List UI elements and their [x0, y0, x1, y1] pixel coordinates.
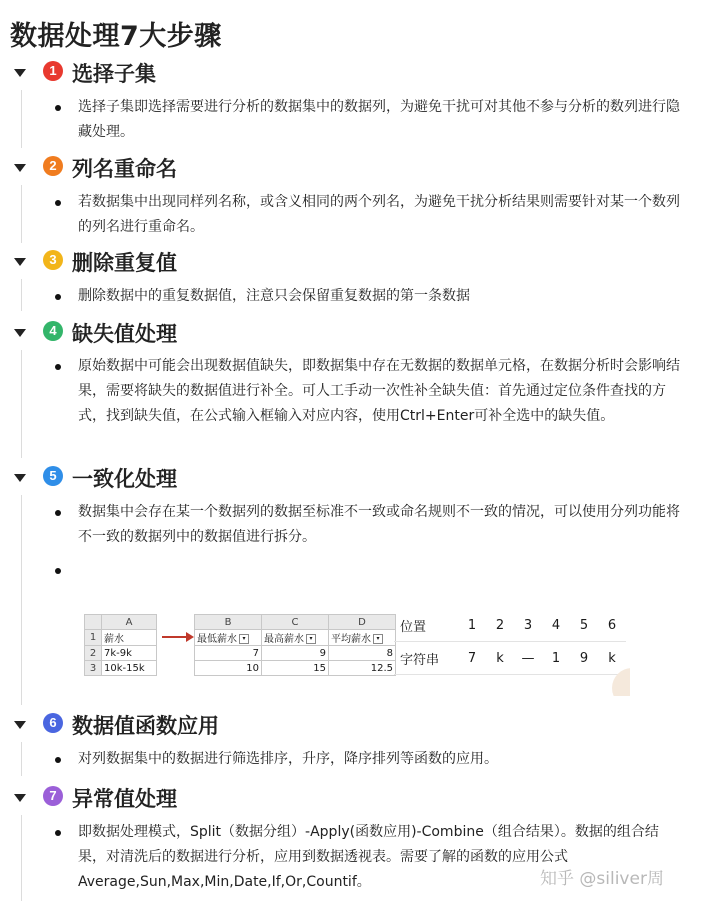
bullet-text: 对列数据集中的数据进行筛选排序，升序，降序排列等函数的应用。 [78, 751, 498, 767]
excel-header-cell: 最高薪水 ▾ [262, 630, 329, 646]
section-remove-duplicates [0, 247, 703, 281]
excel-cell: 8 [329, 646, 396, 661]
arrow-icon [162, 636, 188, 638]
section-guide-line [21, 90, 22, 148]
collapse-toggle-icon[interactable] [14, 164, 26, 172]
excel-cell: 7k-9k [102, 646, 157, 661]
section-title: 数据值函数应用 [72, 714, 219, 738]
bullet-text: 原始数据中可能会出现数据值缺失，即数据集中存在无数据的数据单元格，在数据分析时会影响结果，需要将缺失的数据值进行补全。可人工手动一次性补全缺失值：首先通过定位条件查找的方式，找到缺失值，在公式输入框输入对应内容，使用Ctrl+Enter可补全选中的缺失值。 [78, 358, 680, 424]
section-title: 删除重复值 [72, 251, 177, 275]
section-function-application [0, 710, 703, 744]
excel-cell: 薪水 [102, 630, 157, 646]
bullet-text: 即数据处理模式，Split（数据分组）-Apply(函数应用)-Combine（组合结果）。数据的组合结果，对清洗后的数据进行分析，应用到数据透视表。需要了解的函数的应用公式Average,Sun,Max,Min,Date,If,Or,Countif。 [78, 824, 659, 890]
section-guide-line [21, 279, 22, 311]
arrow-head-icon [186, 632, 194, 642]
position-label: 位置 [394, 609, 458, 642]
excel-cell: 10k-15k [102, 661, 157, 676]
excel-cell: 12.5 [329, 661, 396, 676]
collapse-toggle-icon[interactable] [14, 721, 26, 729]
collapse-toggle-icon[interactable] [14, 69, 26, 77]
section-title: 选择子集 [72, 62, 156, 86]
bullet-dot-icon [55, 757, 61, 763]
number-badge-6: 6 [43, 713, 63, 733]
section-guide-line [21, 815, 22, 901]
bullet-dot-icon [55, 294, 61, 300]
excel-cell: 15 [262, 661, 329, 676]
section-title: 一致化处理 [72, 467, 177, 491]
excel-header-cell: 最低薪水 ▾ [195, 630, 262, 646]
bullet-dot-icon [55, 200, 61, 206]
section-title: 异常值处理 [72, 787, 177, 811]
bullet-dot-icon [55, 510, 61, 516]
section-guide-line [21, 495, 22, 705]
number-badge-3: 3 [43, 250, 63, 270]
excel-columns-bcd: B C D 最低薪水 ▾ 最高薪水 ▾ 平均薪水 ▾ 7 9 8 10 15 12.5 [194, 614, 396, 676]
page-title: 数据处理7大步骤 [10, 21, 222, 52]
excel-col-header: A [102, 615, 157, 630]
position-table: 位置 1 2 3 4 5 6 字符串 7 k — 1 9 k [394, 609, 626, 675]
section-outlier-handling [0, 783, 703, 817]
bullet-text: 删除数据中的重复数据值，注意只会保留重复数据的第一条数据 [78, 288, 470, 304]
section-missing-values [0, 318, 703, 352]
number-badge-5: 5 [43, 466, 63, 486]
section-title: 列名重命名 [72, 157, 177, 181]
excel-cell: 7 [195, 646, 262, 661]
bullet-dot-icon [55, 105, 61, 111]
section-title: 缺失值处理 [72, 322, 177, 346]
number-badge-7: 7 [43, 786, 63, 806]
excel-column-a: A 1 薪水 2 7k-9k 3 10k-15k [84, 614, 157, 676]
excel-cell: 10 [195, 661, 262, 676]
bullet-text: 数据集中会存在某一个数据列的数据至标准不一致或命名规则不一致的情况，可以使用分列功能将不一致的数据列中的数据值进行拆分。 [78, 504, 680, 545]
bullet-dot-icon [55, 364, 61, 370]
string-label: 字符串 [394, 642, 458, 675]
filter-dropdown-icon[interactable]: ▾ [306, 634, 316, 644]
section-rename-columns [0, 153, 703, 187]
section-guide-line [21, 742, 22, 776]
illustration-image [80, 592, 630, 696]
bullet-text: 若数据集中出现同样列名称，或含义相同的两个列名，为避免干扰分析结果则需要针对某一个数列的列名进行重命名。 [78, 194, 680, 235]
number-badge-2: 2 [43, 156, 63, 176]
collapse-toggle-icon[interactable] [14, 329, 26, 337]
section-select-subset [0, 58, 703, 92]
watermark: 知乎 @siliver周 [540, 869, 664, 889]
collapse-toggle-icon[interactable] [14, 794, 26, 802]
number-badge-4: 4 [43, 321, 63, 341]
excel-cell: 9 [262, 646, 329, 661]
section-guide-line [21, 185, 22, 243]
collapse-toggle-icon[interactable] [14, 474, 26, 482]
section-guide-line [21, 350, 22, 458]
collapse-toggle-icon[interactable] [14, 258, 26, 266]
filter-dropdown-icon[interactable]: ▾ [239, 634, 249, 644]
section-normalization [0, 463, 703, 497]
bullet-dot-icon [55, 568, 61, 574]
bullet-dot-icon [55, 830, 61, 836]
filter-dropdown-icon[interactable]: ▾ [373, 634, 383, 644]
excel-header-cell: 平均薪水 ▾ [329, 630, 396, 646]
number-badge-1: 1 [43, 61, 63, 81]
bullet-text: 选择子集即选择需要进行分析的数据集中的数据列，为避免干扰可对其他不参与分析的数列进行隐藏处理。 [78, 99, 680, 140]
